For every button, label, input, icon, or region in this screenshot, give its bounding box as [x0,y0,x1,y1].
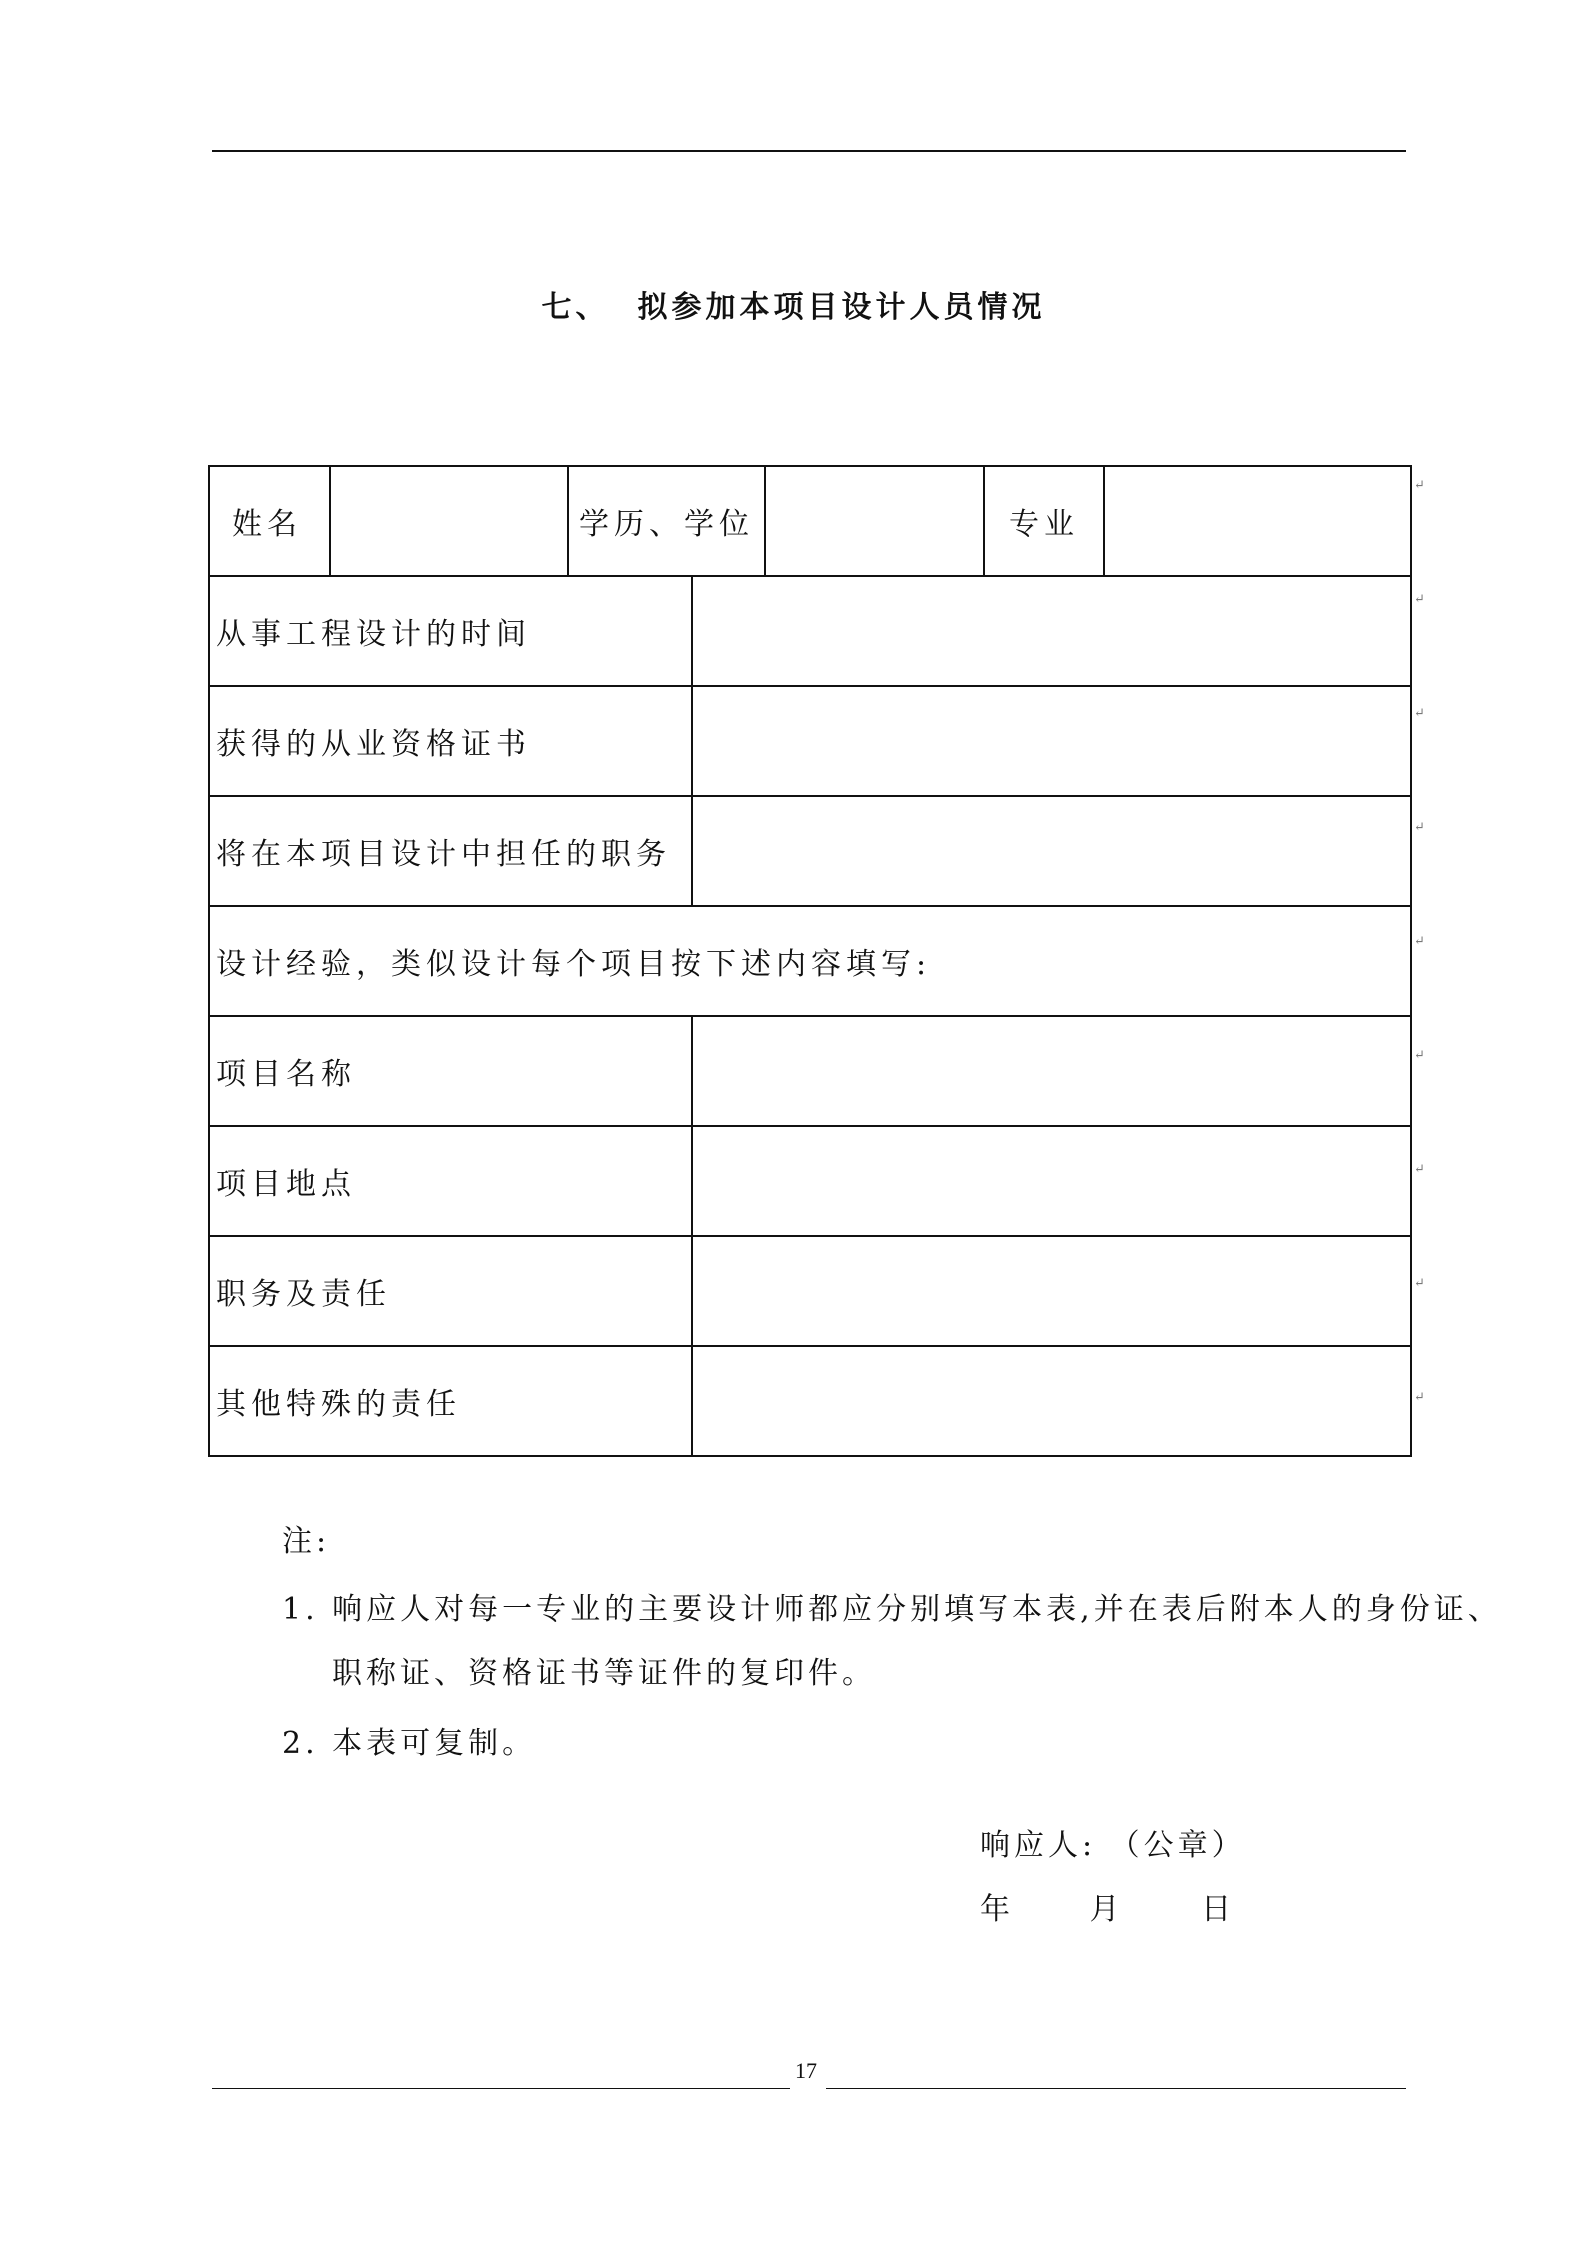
row-end-mark: ↵ [1414,934,1425,949]
personnel-form-table [208,465,1412,1457]
row-end-mark: ↵ [1414,1390,1425,1405]
major-value-cell[interactable] [1104,466,1411,576]
month-label: 月 [1089,1892,1124,1927]
section-number: 七、 [541,290,610,325]
table-row [209,906,1411,1016]
project-name-label: 项目名称 [209,1016,692,1126]
position-label: 将在本项目设计中担任的职务 [209,796,692,906]
section-title: 拟参加本项目设计人员情况 [637,290,1046,325]
row-end-mark: ↵ [1414,820,1425,835]
note-item-1: 1. 响应人对每一专业的主要设计师都应分别填写本表,并在表后附本人的身份证、 [282,1592,1502,1627]
degree-label: 学历、学位 [568,466,765,576]
project-name-value-cell[interactable] [692,1016,1411,1126]
major-label: 专业 [984,466,1104,576]
respondent-seal-line: 响应人: （公章） [980,1828,1246,1863]
row-end-mark: ↵ [1414,706,1425,721]
name-label: 姓名 [209,466,330,576]
design-time-value-cell[interactable] [692,576,1411,686]
year-label: 年 [980,1892,1014,1927]
special-duty-label: 其他特殊的责任 [209,1346,692,1456]
row-end-mark: ↵ [1414,1048,1425,1063]
date-line [980,1884,1235,1928]
experience-instruction: 设计经验，类似设计每个项目按下述内容填写: [209,906,1411,1016]
row-end-mark: ↵ [1414,1162,1425,1177]
page-number: 17 [795,2058,817,2083]
table-row [209,1236,1411,1346]
row-end-mark: ↵ [1414,1276,1425,1291]
special-duty-value-cell[interactable] [692,1346,1411,1456]
row-end-mark: ↵ [1414,592,1425,607]
certificate-label: 获得的从业资格证书 [209,686,692,796]
certificate-value-cell[interactable] [692,686,1411,796]
name-value-cell[interactable] [330,466,568,576]
design-time-label: 从事工程设计的时间 [209,576,692,686]
footer-rule-right [826,2088,1406,2089]
table-row [209,466,1411,576]
table-row [209,1016,1411,1126]
header-rule [212,150,1406,152]
note-item-1-continued: 职称证、资格证书等证件的复印件。 [332,1656,876,1691]
duty-value-cell[interactable] [692,1236,1411,1346]
position-value-cell[interactable] [692,796,1411,906]
table-row [209,796,1411,906]
notes-heading: 注: [282,1524,331,1559]
table-row [209,1126,1411,1236]
note-item-2: 2. 本表可复制。 [282,1726,537,1761]
table-row [209,1346,1411,1456]
footer-rule-left [212,2088,790,2089]
row-end-mark: ↵ [1414,478,1425,493]
degree-value-cell[interactable] [765,466,984,576]
table-row [209,576,1411,686]
project-location-value-cell[interactable] [692,1126,1411,1236]
project-location-label: 项目地点 [209,1126,692,1236]
duty-label: 职务及责任 [209,1236,692,1346]
table-row [209,686,1411,796]
day-label: 日 [1201,1892,1236,1927]
page-title [0,282,1587,326]
